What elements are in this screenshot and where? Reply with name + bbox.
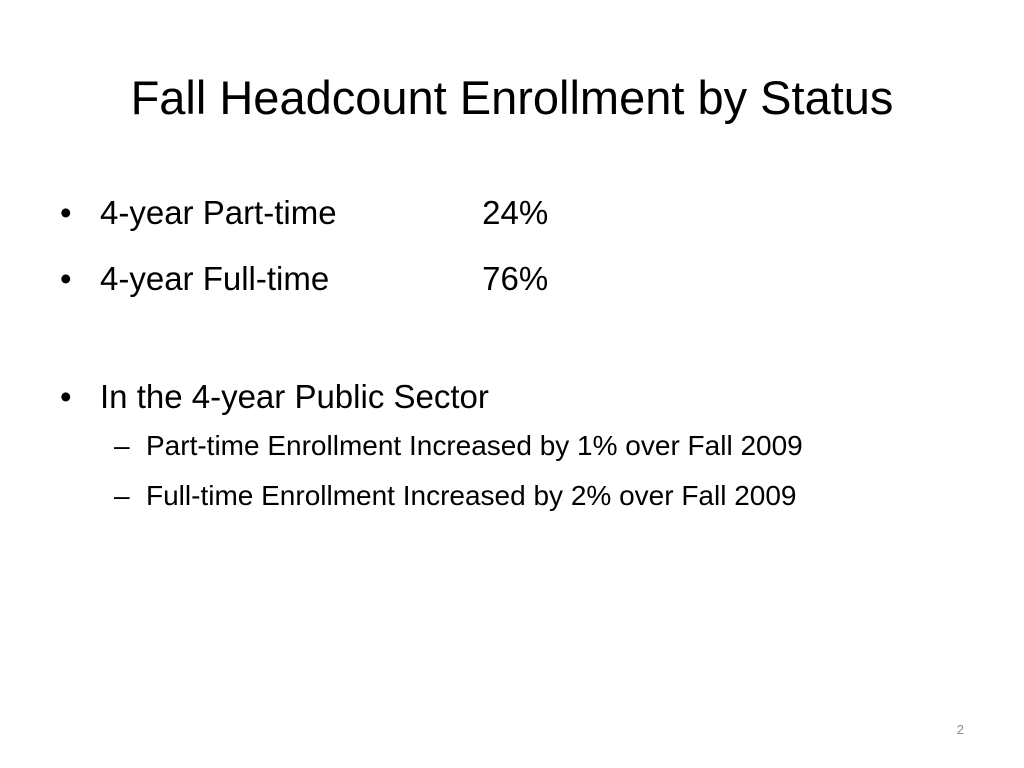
bullet-full-time bbox=[58, 254, 938, 304]
bullet-part-time bbox=[58, 188, 938, 238]
sub-bullet-part-time-increase bbox=[58, 428, 906, 464]
page-number: 2 bbox=[956, 722, 964, 737]
sub-bullet-text: Part-time Enrollment Increased by 1% over Fall 2009 bbox=[146, 430, 803, 461]
bullet-value: 76% bbox=[482, 260, 549, 297]
sub-bullet-marker: – bbox=[114, 480, 130, 511]
bullet-public-sector bbox=[58, 372, 938, 422]
bullet-spacer bbox=[58, 320, 938, 372]
sub-bullet-marker: – bbox=[114, 430, 130, 461]
bullet-marker: • bbox=[60, 194, 72, 231]
sub-bullet-text: Full-time Enrollment Increased by 2% over Fall 2009 bbox=[146, 480, 797, 511]
bullet-label: 4-year Part-time bbox=[100, 194, 337, 231]
bullet-marker: • bbox=[60, 260, 72, 297]
slide-body bbox=[58, 188, 938, 528]
slide-title: Fall Headcount Enrollment by Status bbox=[130, 71, 894, 124]
sub-bullet-full-time-increase bbox=[58, 478, 906, 514]
bullet-value: 24% bbox=[482, 194, 549, 231]
bullet-marker: • bbox=[60, 378, 72, 415]
bullet-label: 4-year Full-time bbox=[100, 260, 330, 297]
bullet-label: In the 4-year Public Sector bbox=[100, 378, 489, 415]
